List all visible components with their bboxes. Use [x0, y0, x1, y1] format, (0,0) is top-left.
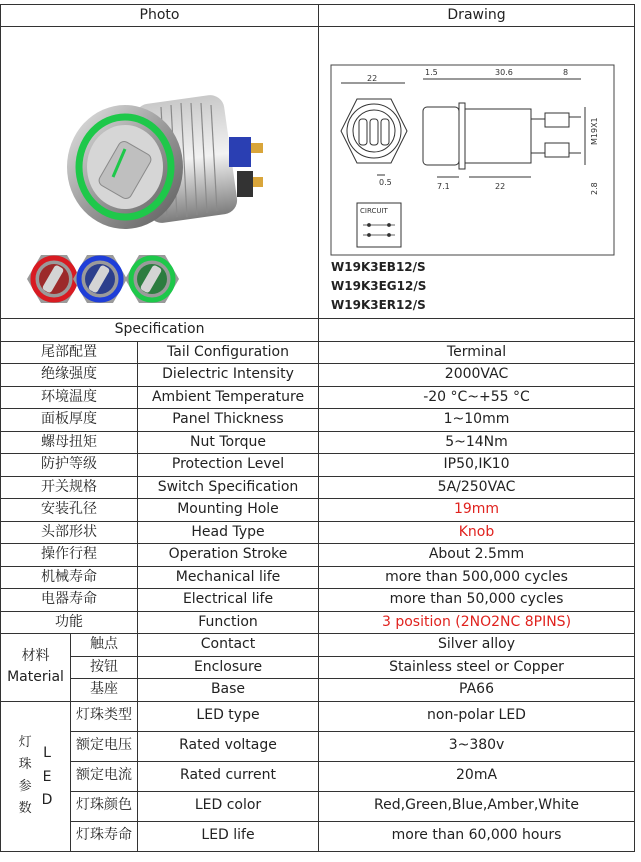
spec-value: Silver alloy: [319, 634, 635, 657]
spec-en-label: Electrical life: [138, 589, 319, 612]
spec-value: About 2.5mm: [319, 544, 635, 567]
spec-cn-label: 安装孔径: [1, 499, 138, 522]
spec-value: more than 50,000 cycles: [319, 589, 635, 612]
spec-cn-label: 头部形状: [1, 521, 138, 544]
header-row: [1, 5, 635, 27]
switch-photo-illustration: [1, 27, 319, 318]
spec-cn-label: 螺母扭矩: [1, 431, 138, 454]
spec-value: Knob: [319, 521, 635, 544]
dim-30-6: 30.6: [495, 68, 513, 77]
red-variant-image: [27, 255, 81, 303]
spec-row: [1, 589, 635, 612]
spec-en-label: Enclosure: [138, 656, 319, 679]
spec-value: more than 60,000 hours: [319, 821, 635, 851]
spec-value: 2000VAC: [319, 364, 635, 387]
spec-cn-label: 额定电流: [71, 761, 138, 791]
material-row-enclosure: [1, 656, 635, 679]
spec-en-label: Rated current: [138, 761, 319, 791]
model-number: W19K3ER12/S: [331, 298, 426, 312]
drawing-header: Drawing: [319, 5, 635, 27]
specification-title-blank: [319, 319, 635, 342]
spec-value: 20mA: [319, 761, 635, 791]
spec-cn-label: 灯珠类型: [71, 701, 138, 731]
spec-value: Stainless steel or Copper: [319, 656, 635, 679]
spec-row: [1, 499, 635, 522]
spec-cn-label: 灯珠寿命: [71, 821, 138, 851]
spec-cn-label: 操作行程: [1, 544, 138, 567]
spec-cn-label: 额定电压: [71, 731, 138, 761]
spec-row: [1, 341, 635, 364]
model-number: W19K3EG12/S: [331, 279, 427, 293]
spec-value: non-polar LED: [319, 701, 635, 731]
specification-title: Specification: [1, 319, 319, 342]
spec-en-label: Dielectric Intensity: [138, 364, 319, 387]
led-row-color: [1, 791, 635, 821]
led-group-en: L E D: [41, 744, 53, 809]
led-row-voltage: [1, 731, 635, 761]
led-group-label: [1, 701, 71, 851]
dim-0-5: 0.5: [379, 178, 392, 187]
led-row-current: [1, 761, 635, 791]
spec-value: 3~380v: [319, 731, 635, 761]
spec-value: more than 500,000 cycles: [319, 566, 635, 589]
spec-en-label: Rated voltage: [138, 731, 319, 761]
spec-value: IP50,IK10: [319, 454, 635, 477]
dim-8: 8: [563, 68, 569, 77]
spec-cn-label: 机械寿命: [1, 566, 138, 589]
blue-variant-image: [73, 255, 127, 303]
dim-22-bottom: 22: [495, 182, 506, 191]
spec-en-label: Mechanical life: [138, 566, 319, 589]
spec-en-label: Base: [138, 679, 319, 702]
spec-en-label: Protection Level: [138, 454, 319, 477]
spec-cn-label: 环境温度: [1, 386, 138, 409]
spec-row: [1, 521, 635, 544]
spec-row: [1, 454, 635, 477]
material-row-base: [1, 679, 635, 702]
spec-value: PA66: [319, 679, 635, 702]
green-variant-image: [125, 255, 179, 303]
spec-cn-label: 触点: [71, 634, 138, 657]
product-photo: [1, 27, 319, 319]
model-number: W19K3EB12/S: [331, 260, 426, 274]
spec-cn-label: 基座: [71, 679, 138, 702]
spec-row: [1, 409, 635, 432]
spec-value: 3 position (2NO2NC 8PINS): [319, 611, 635, 634]
spec-row: [1, 544, 635, 567]
main-switch-image: [67, 93, 263, 229]
spec-row: [1, 431, 635, 454]
spec-en-label: LED type: [138, 701, 319, 731]
spec-value: -20 °C~+55 °C: [319, 386, 635, 409]
material-group-en: Material: [7, 669, 64, 686]
circuit-diagram: [357, 203, 401, 247]
spec-value: 1~10mm: [319, 409, 635, 432]
material-group-cn: 材料: [21, 648, 50, 665]
spec-row: [1, 566, 635, 589]
dim-1-5: 1.5: [425, 68, 438, 77]
spec-en-label: Function: [138, 611, 319, 634]
spec-cn-label: 功能: [1, 611, 138, 634]
spec-cn-label: 按钮: [71, 656, 138, 679]
spec-cn-label: 电器寿命: [1, 589, 138, 612]
dim-22-top: 22: [367, 74, 378, 83]
spec-value: Terminal: [319, 341, 635, 364]
spec-en-label: Panel Thickness: [138, 409, 319, 432]
spec-en-label: Operation Stroke: [138, 544, 319, 567]
spec-row: [1, 364, 635, 387]
spec-en-label: LED color: [138, 791, 319, 821]
spec-value: Red,Green,Blue,Amber,White: [319, 791, 635, 821]
spec-cn-label: 绝缘强度: [1, 364, 138, 387]
spec-cn-label: 开关规格: [1, 476, 138, 499]
spec-row: [1, 386, 635, 409]
spec-en-label: Mounting Hole: [138, 499, 319, 522]
circuit-label: CIRCUIT: [360, 207, 388, 215]
spec-title-row: [1, 319, 635, 342]
technical-drawing-cell: [319, 27, 635, 319]
spec-en-label: Tail Configuration: [138, 341, 319, 364]
spec-table: [0, 4, 635, 852]
spec-en-label: Switch Specification: [138, 476, 319, 499]
spec-en-label: Head Type: [138, 521, 319, 544]
led-group-cn: 灯 珠 参 数: [18, 734, 32, 817]
spec-en-label: LED life: [138, 821, 319, 851]
spec-en-label: Ambient Temperature: [138, 386, 319, 409]
spec-value: 19mm: [319, 499, 635, 522]
dim-m19: M19X1: [590, 117, 600, 145]
spec-value: 5A/250VAC: [319, 476, 635, 499]
spec-row-function: [1, 611, 635, 634]
material-group-label: [1, 634, 71, 702]
spec-cn-label: 尾部配置: [1, 341, 138, 364]
spec-cn-label: 防护等级: [1, 454, 138, 477]
spec-en-label: Nut Torque: [138, 431, 319, 454]
photo-header: Photo: [1, 5, 319, 27]
spec-en-label: Contact: [138, 634, 319, 657]
dim-7-1: 7.1: [437, 182, 450, 191]
spec-row: [1, 476, 635, 499]
led-row-type: [1, 701, 635, 731]
spec-value: 5~14Nm: [319, 431, 635, 454]
material-row-contact: [1, 634, 635, 657]
dim-2-8: 2.8: [590, 182, 600, 195]
led-row-life: [1, 821, 635, 851]
model-list: [331, 258, 426, 315]
spec-cn-label: 灯珠颜色: [71, 791, 138, 821]
spec-cn-label: 面板厚度: [1, 409, 138, 432]
